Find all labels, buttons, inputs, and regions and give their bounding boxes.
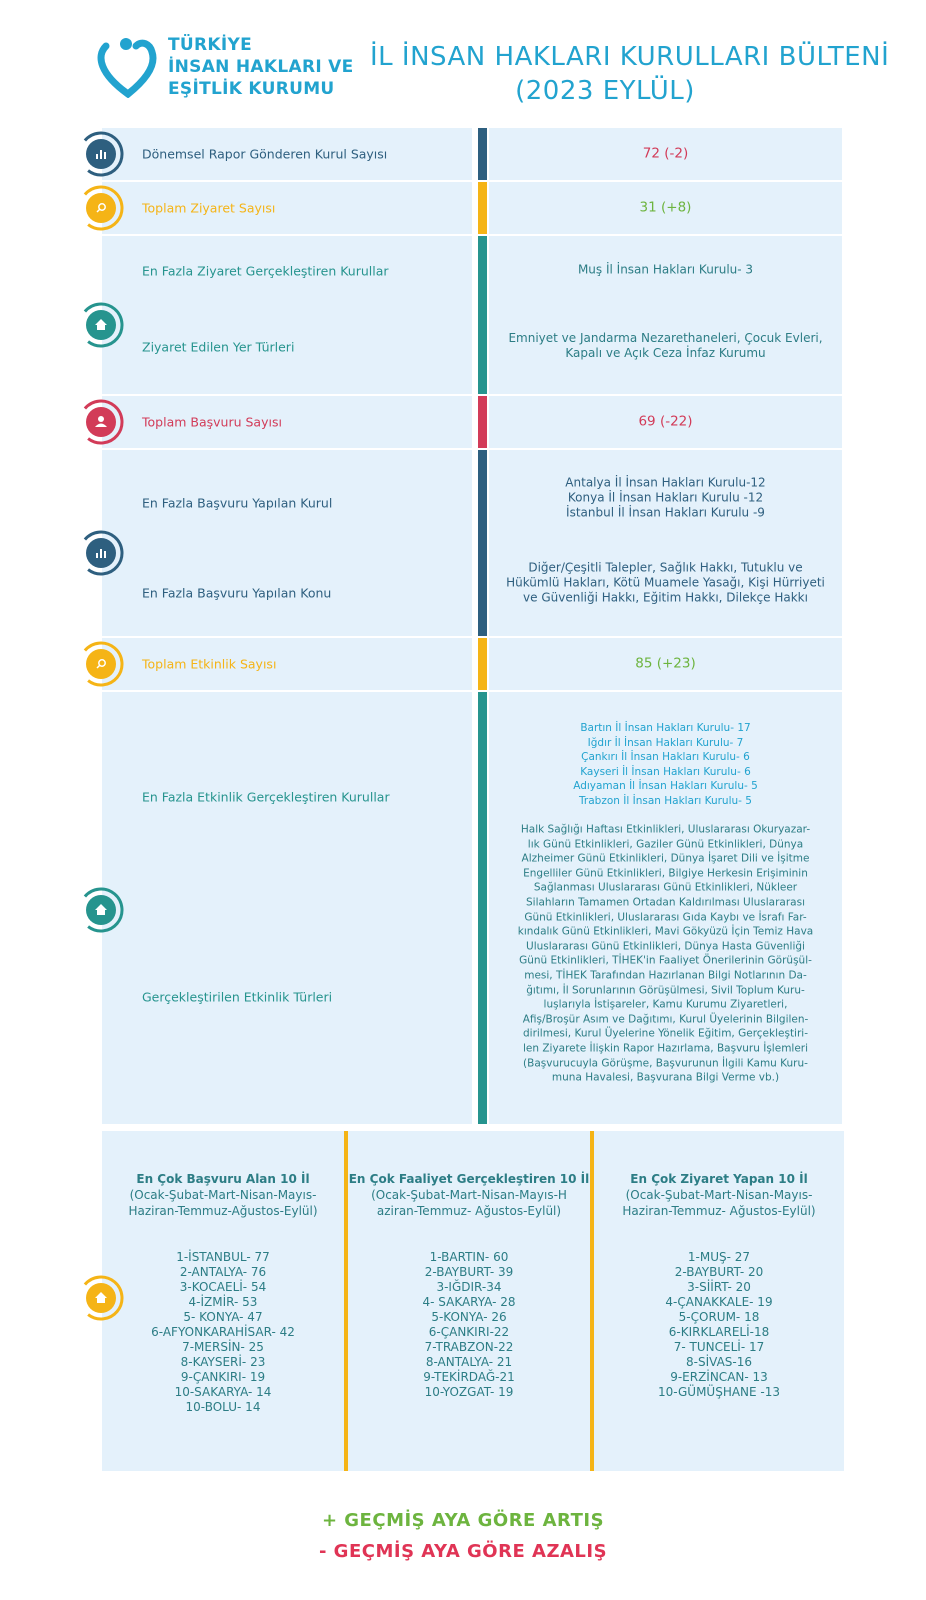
- ranking-list: [594, 1250, 844, 1400]
- list-item: 4- SAKARYA- 28: [422, 1295, 516, 1309]
- text-line: ğıtımı, İl Sorunlarının Görüşülmesi, Sivil Toplum Kuru-: [526, 984, 805, 997]
- list-item: 9-ÇANKIRI- 19: [180, 1370, 266, 1384]
- logo-line: EŞİTLİK KURUMU: [168, 79, 335, 99]
- column-header: [594, 1171, 844, 1219]
- text-line: Konya İl İnsan Hakları Kurulu -12: [567, 490, 764, 505]
- ranking-list: [102, 1250, 344, 1415]
- text-line: Emniyet ve Jandarma Nezarethaneleri, Çocuk Evleri,: [508, 331, 823, 345]
- text-line: mesi, TİHEK Tarafından Hazırlanan Bilgi Notlarının Da-: [524, 969, 807, 982]
- list-item: 3-SİİRT- 20: [687, 1280, 751, 1294]
- ranking-list: [348, 1250, 590, 1400]
- home-icon: [78, 887, 124, 933]
- event-types-value: [489, 823, 842, 1086]
- text-line: Diğer/Çeşitli Talepler, Sağlık Hakkı, Tutuklu ve: [528, 560, 803, 575]
- column-period: Haziran-Temmuz-Ağustos-Eylül): [128, 1204, 318, 1218]
- text-line: Günü Etkinlikleri, TİHEK'in Faaliyet Önerilerinin Görüşül-: [519, 955, 812, 967]
- list-item: 6-KIRKLARELİ-18: [668, 1325, 770, 1339]
- list-item: 5-KONYA- 26: [431, 1310, 507, 1324]
- text-line: luşlarıyla İstişareler, Kamu Kurumu Ziyaretleri,: [543, 998, 788, 1011]
- list-item: 7- TUNCELİ- 17: [673, 1340, 765, 1354]
- list-item: 7-MERSİN- 25: [182, 1340, 264, 1354]
- column-period: Haziran-Temmuz- Ağustos-Eylül): [622, 1204, 816, 1218]
- text-line: ve Güvenliği Hakkı, Eğitim Hakkı, Dilekçe Hakkı: [523, 590, 808, 605]
- user-icon: [78, 399, 124, 445]
- title-line-2: (2023 EYLÜL): [515, 76, 695, 106]
- text-line: Kayseri İl İnsan Hakları Kurulu- 6: [580, 766, 751, 778]
- text-line: Uluslararası Günü Etkinlikleri, Dünya Hasta Güvenliği: [526, 940, 805, 953]
- list-item: 6-ÇANKIRI-22: [428, 1325, 510, 1339]
- top-event-kurul-value: [489, 721, 842, 809]
- search-icon: [78, 641, 124, 687]
- list-item: 1-İSTANBUL- 77: [176, 1250, 270, 1264]
- column-period: (Ocak-Şubat-Mart-Nisan-Mayıs-: [625, 1188, 813, 1202]
- text-line: muna Havalesi, Başvurana Bilgi Verme vb.): [551, 1071, 780, 1084]
- top-visitors-label: En Fazla Ziyaret Gerçekleştiren Kurullar: [142, 263, 389, 279]
- top-kurul-value: [489, 476, 842, 521]
- section-events: [102, 638, 842, 690]
- list-item: 4-İZMİR- 53: [188, 1295, 258, 1309]
- text-line: İstanbul İl İnsan Hakları Kurulu -9: [566, 505, 765, 520]
- visited-places-value: [489, 331, 842, 361]
- list-item: 4-ÇANAKKALE- 19: [665, 1295, 773, 1309]
- list-item: 10-GÜMÜŞHANE -13: [657, 1385, 781, 1399]
- list-item: 5-ÇORUM- 18: [678, 1310, 760, 1324]
- section-application-details: [102, 450, 842, 636]
- list-item: 1-MUŞ- 27: [687, 1250, 751, 1264]
- top-kurul-label: En Fazla Başvuru Yapılan Kurul: [142, 495, 333, 511]
- list-item: 10-YOZGAT- 19: [424, 1385, 514, 1399]
- column-period: (Ocak-Şubat-Mart-Nisan-Mayıs-: [129, 1188, 317, 1202]
- section-event-details: [102, 692, 842, 1124]
- text-line: len Ziyarete İlişkin Rapor Hazırlama, Başvuru İşlemleri: [522, 1042, 809, 1055]
- list-item: 8-KAYSERİ- 23: [180, 1355, 266, 1369]
- event-types-label: Gerçekleştirilen Etkinlik Türleri: [142, 989, 333, 1005]
- text-line: Sağlanması Uluslararası Günü Etkinlikleri, Nükleer: [533, 882, 798, 895]
- text-line: Silahların Tamamen Ortadan Kaldırılması Uluslararası: [526, 896, 805, 909]
- text-line: Alzheimer Günü Etkinlikleri, Dünya İşaret Dili ve İşitme: [521, 852, 810, 865]
- logo-line: TÜRKİYE: [168, 35, 253, 55]
- bar-chart-icon: [78, 131, 124, 177]
- title-line-1: İL İNSAN HAKLARI KURULLARI BÜLTENİ: [370, 42, 890, 72]
- bar-chart-icon: [78, 530, 124, 576]
- applications-value: 69 (-22): [638, 413, 693, 430]
- list-item: 9-TEKİRDAĞ-21: [423, 1370, 515, 1384]
- section-visits: [102, 182, 842, 234]
- page-title: [370, 40, 890, 108]
- top-visitors-value: Muş İl İnsan Hakları Kurulu- 3: [577, 262, 754, 277]
- list-item: 10-SAKARYA- 14: [174, 1385, 272, 1399]
- list-item: 3-IĞDIR-34: [436, 1280, 502, 1294]
- top10-visits-column: [594, 1131, 844, 1471]
- text-line: Antalya İl İnsan Hakları Kurulu-12: [565, 475, 766, 490]
- legend-increase: + GEÇMİŞ AYA GÖRE ARTIŞ: [321, 1510, 605, 1531]
- text-line: Günü Etkinlikleri, Uluslararası Gıda Kaybı ve İsrafı Far-: [524, 911, 807, 924]
- text-line: kındalık Günü Etkinlikleri, Mavi Gökyüzü İçin Temiz Hava: [517, 925, 814, 938]
- text-line: Engelliler Günü Etkinlikleri, Bilgiye Herkesin Erişiminin: [523, 867, 808, 880]
- column-header: [348, 1171, 590, 1219]
- list-item: 5- KONYA- 47: [183, 1310, 263, 1324]
- reports-label: Dönemsel Rapor Gönderen Kurul Sayısı: [142, 146, 388, 162]
- events-value: 85 (+23): [635, 655, 696, 672]
- column-title: En Çok Faaliyet Gerçekleştiren 10 İl: [348, 1172, 590, 1186]
- visited-places-label: Ziyaret Edilen Yer Türleri: [142, 339, 295, 355]
- top-event-kurul-label: En Fazla Etkinlik Gerçekleştiren Kurullar: [142, 789, 390, 805]
- column-title: En Çok Başvuru Alan 10 İl: [136, 1172, 310, 1186]
- text-line: Çankırı İl İnsan Hakları Kurulu- 6: [581, 751, 750, 764]
- section-visit-details: [102, 236, 842, 394]
- text-line: Bartın İl İnsan Hakları Kurulu- 17: [580, 722, 751, 735]
- list-item: 8-SİVAS-16: [686, 1355, 752, 1369]
- list-item: 7-TRABZON-22: [424, 1340, 514, 1354]
- list-item: 6-AFYONKARAHİSAR- 42: [151, 1325, 295, 1339]
- visits-value: 31 (+8): [639, 199, 692, 216]
- column-period: (Ocak-Şubat-Mart-Nisan-Mayıs-H: [371, 1188, 567, 1202]
- text-line: Adıyaman İl İnsan Hakları Kurulu- 5: [573, 780, 758, 793]
- applications-label: Toplam Başvuru Sayısı: [142, 414, 282, 430]
- top-konu-label: En Fazla Başvuru Yapılan Konu: [142, 585, 332, 601]
- events-label: Toplam Etkinlik Sayısı: [142, 656, 277, 672]
- text-line: dirilmesi, Kurul Üyelerine Yönelik Eğitim, Gerçekleştiri-: [522, 1027, 809, 1040]
- text-line: Halk Sağlığı Haftası Etkinlikleri, Uluslararası Okuryazar-: [520, 823, 811, 836]
- section-applications: [102, 396, 842, 448]
- list-item: 2-BAYBURT- 39: [424, 1265, 514, 1279]
- list-item: 2-ANTALYA- 76: [179, 1265, 267, 1279]
- text-line: lık Günü Etkinlikleri, Gaziler Günü Etkinlikleri, Dünya: [527, 838, 804, 851]
- top10-activities-column: [348, 1131, 590, 1471]
- logo-heart-icon: [96, 34, 160, 98]
- top10-applications-column: [102, 1131, 344, 1471]
- list-item: 8-ANTALYA- 21: [425, 1355, 513, 1369]
- list-item: 2-BAYBURT- 20: [674, 1265, 764, 1279]
- home-icon: [78, 1275, 124, 1321]
- list-item: 1-BARTIN- 60: [429, 1250, 509, 1264]
- logo-line: İNSAN HAKLARI VE: [168, 57, 354, 77]
- list-item: 9-ERZİNCAN- 13: [670, 1370, 768, 1384]
- logo-text: [168, 34, 354, 100]
- reports-value: 72 (-2): [642, 145, 689, 162]
- text-line: Trabzon İl İnsan Hakları Kurulu- 5: [579, 795, 752, 808]
- text-line: Iğdır İl İnsan Hakları Kurulu- 7: [587, 736, 744, 749]
- top-konu-value: [489, 561, 842, 606]
- visits-label: Toplam Ziyaret Sayısı: [142, 200, 276, 216]
- home-icon: [78, 302, 124, 348]
- text-line: (Başvurucuyla Görüşme, Başvurunun İlgili Kamu Kuru-: [523, 1057, 808, 1070]
- legend-decrease: - GEÇMİŞ AYA GÖRE AZALIŞ: [318, 1541, 608, 1562]
- top10-section: [102, 1131, 844, 1471]
- text-line: Kapalı ve Açık Ceza İnfaz Kurumu: [565, 346, 766, 360]
- column-period: aziran-Temmuz- Ağustos-Eylül): [376, 1204, 562, 1218]
- section-reports: [102, 128, 842, 180]
- text-line: Afiş/Broşür Asım ve Dağıtımı, Kurul Üyelerinin Bilgilen-: [522, 1013, 809, 1026]
- column-header: [102, 1171, 344, 1219]
- search-icon: [78, 185, 124, 231]
- list-item: 10-BOLU- 14: [185, 1400, 261, 1414]
- list-item: 3-KOCAELİ- 54: [179, 1280, 267, 1294]
- column-title: En Çok Ziyaret Yapan 10 İl: [630, 1172, 808, 1186]
- text-line: Hükümlü Hakları, Kötü Muamele Yasağı, Kişi Hürriyeti: [506, 575, 825, 590]
